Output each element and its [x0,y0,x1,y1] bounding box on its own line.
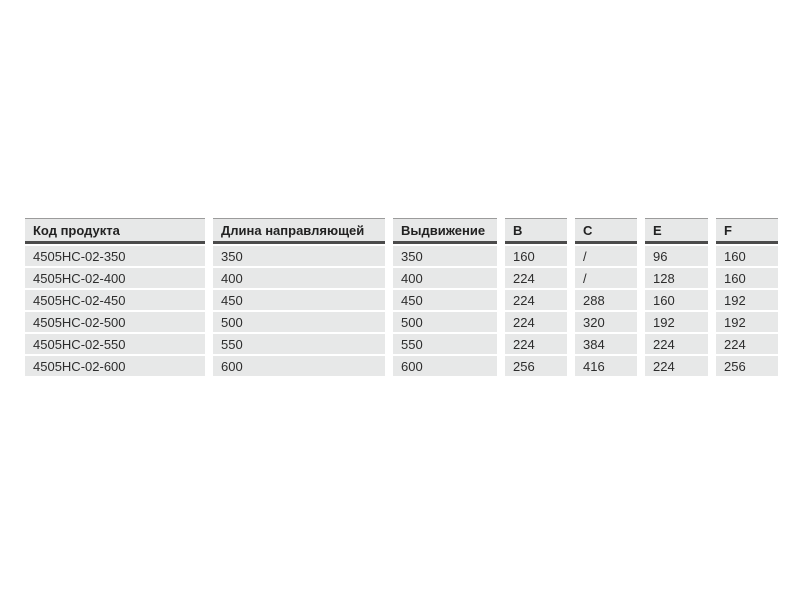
table-cell-row5-c: 384 [575,334,637,354]
table-cell-row2-product-code: 4505HC-02-400 [25,268,205,288]
table-cell-row5-b: 224 [505,334,567,354]
table-cell-row4-f: 192 [716,312,778,332]
table-cell-row1-b: 160 [505,246,567,266]
table-cell-row1-c: / [575,246,637,266]
table-cell-row1-rail-length: 350 [213,246,385,266]
table-cell-row6-c: 416 [575,356,637,376]
table-cell-row2-f: 160 [716,268,778,288]
col-header-c: C [575,218,637,244]
col-header-f: F [716,218,778,244]
table-cell-row2-extension: 400 [393,268,497,288]
table-cell-row1-extension: 350 [393,246,497,266]
table-cell-row4-b: 224 [505,312,567,332]
table-cell-row3-c: 288 [575,290,637,310]
table-cell-row2-b: 224 [505,268,567,288]
table-cell-row6-extension: 600 [393,356,497,376]
table-cell-row6-f: 256 [716,356,778,376]
table-cell-row1-f: 160 [716,246,778,266]
table-cell-row3-f: 192 [716,290,778,310]
table-cell-row2-rail-length: 400 [213,268,385,288]
col-header-e: E [645,218,708,244]
table-cell-row4-e: 192 [645,312,708,332]
product-spec-table [25,218,778,376]
table-cell-row4-rail-length: 500 [213,312,385,332]
table-cell-row6-product-code: 4505HC-02-600 [25,356,205,376]
table-cell-row6-rail-length: 600 [213,356,385,376]
table-cell-row2-c: / [575,268,637,288]
table-cell-row3-product-code: 4505HC-02-450 [25,290,205,310]
table-cell-row2-e: 128 [645,268,708,288]
table-cell-row4-c: 320 [575,312,637,332]
table-cell-row5-extension: 550 [393,334,497,354]
table-cell-row5-e: 224 [645,334,708,354]
table-cell-row5-rail-length: 550 [213,334,385,354]
table-cell-row3-rail-length: 450 [213,290,385,310]
table-cell-row6-b: 256 [505,356,567,376]
col-header-rail-length: Длина направляющей [213,218,385,244]
table-cell-row3-extension: 450 [393,290,497,310]
table-cell-row5-product-code: 4505HC-02-550 [25,334,205,354]
col-header-product-code: Код продукта [25,218,205,244]
table-cell-row1-product-code: 4505HC-02-350 [25,246,205,266]
table-cell-row3-e: 160 [645,290,708,310]
col-header-b: B [505,218,567,244]
table-cell-row4-product-code: 4505HC-02-500 [25,312,205,332]
col-header-extension: Выдвижение [393,218,497,244]
table-cell-row6-e: 224 [645,356,708,376]
table-cell-row3-b: 224 [505,290,567,310]
table-cell-row1-e: 96 [645,246,708,266]
table-cell-row5-f: 224 [716,334,778,354]
table-cell-row4-extension: 500 [393,312,497,332]
